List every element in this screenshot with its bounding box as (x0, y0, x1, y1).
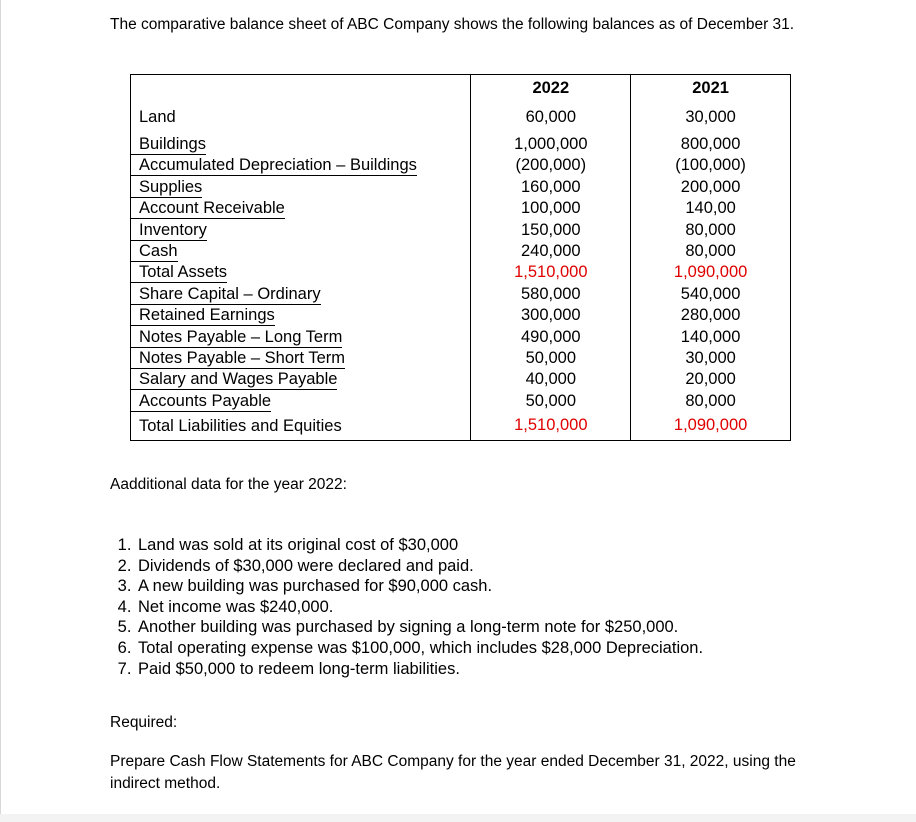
values-2022-column (471, 132, 631, 412)
table-row-label (131, 198, 470, 219)
row-value-text: 50,000 (525, 391, 577, 410)
table-row-value-2022 (471, 220, 630, 241)
row-value-text: 240,000 (520, 241, 581, 260)
table-row-label (131, 155, 470, 176)
row-value-text: 20,000 (685, 370, 736, 389)
page-left-border (0, 0, 1, 814)
table-row-value-2022 (471, 155, 630, 176)
table-row-value-2022 (471, 134, 630, 155)
row-value-text: (100,000) (675, 156, 746, 175)
table-row-label (131, 284, 470, 305)
row-label-text: Total Assets (131, 262, 227, 283)
table-row-label (131, 262, 470, 283)
row-label: Total Liabilities and Equities (131, 412, 471, 440)
list-item: 6. Total operating expense was $100,000, which includes $28,000 Depreciation. (136, 638, 703, 659)
table-row-value-2022 (471, 241, 630, 262)
row-label-text: Share Capital – Ordinary (131, 284, 321, 305)
table-row-label (131, 305, 470, 326)
row-value-2021: 1,090,000 (631, 412, 791, 440)
row-value-text: 1,090,000 (673, 263, 748, 282)
header-year-2022: 2022 (471, 75, 631, 103)
row-label-text: Notes Payable – Long Term (131, 327, 342, 348)
row-value-2021: 30,000 (631, 102, 791, 132)
table-row-value-2022 (471, 327, 630, 348)
table-row-value-2021 (631, 305, 790, 326)
table-row-value-2022 (471, 391, 630, 412)
table-row-value-2021 (631, 262, 790, 283)
table-row-value-2022 (471, 262, 630, 283)
row-value-2022: 60,000 (471, 102, 631, 132)
additional-data-title: Aadditional data for the year 2022: (110, 476, 347, 493)
row-value-text: 140,00 (685, 199, 736, 218)
balance-sheet-table (130, 74, 791, 441)
row-value-text: 1,000,000 (514, 135, 588, 153)
row-value-text: 580,000 (520, 284, 581, 303)
table-row-value-2021 (631, 220, 790, 241)
row-value-text: 100,000 (520, 199, 581, 218)
table-header-row (131, 75, 791, 103)
row-label-text: Account Receivable (131, 198, 285, 219)
row-value-text: 490,000 (520, 327, 581, 346)
row-value-text: 140,000 (680, 327, 741, 346)
table-row-label (131, 369, 470, 390)
row-label-text: Notes Payable – Short Term (131, 348, 345, 369)
row-label-text: Retained Earnings (131, 305, 275, 326)
list-item: 2. Dividends of $30,000 were declared and paid. (136, 556, 703, 577)
table-row-value-2021 (631, 134, 790, 155)
table-row-label (131, 134, 470, 155)
table-row-value-2021 (631, 391, 790, 412)
table-row-value-2021 (631, 198, 790, 219)
additional-data-list (110, 535, 703, 679)
row-label-text: Accounts Payable (131, 391, 271, 412)
list-item: 5. Another building was purchased by signing a long-term note for $250,000. (136, 617, 703, 638)
row-value-2022: 1,510,000 (471, 412, 631, 440)
row-value-text: 150,000 (520, 220, 581, 239)
row-value-text: 40,000 (525, 370, 577, 389)
values-2021-column (631, 132, 791, 412)
row-label-text: Salary and Wages Payable (131, 369, 337, 390)
required-text: Prepare Cash Flow Statements for ABC Company for the year ended December 31, 2022, using the indirect method. (110, 753, 796, 792)
table-row-label (131, 220, 470, 241)
list-item: 4. Net income was $240,000. (136, 597, 703, 618)
row-value-text: 300,000 (520, 306, 581, 325)
row-label-text: Buildings (131, 134, 206, 155)
required-title: Required: (110, 714, 178, 731)
table-row-value-2021 (631, 177, 790, 198)
row-value-text: 80,000 (685, 220, 736, 239)
row-value-text: 80,000 (685, 241, 736, 260)
table-row-label (131, 348, 470, 369)
table-row-value-2021 (631, 327, 790, 348)
row-label-text: Accumulated Depreciation – Buildings (131, 155, 417, 176)
table-row-value-2022 (471, 177, 630, 198)
table-row-value-2021 (631, 348, 790, 369)
table-row-value-2022 (471, 369, 630, 390)
table-row-value-2022 (471, 198, 630, 219)
row-label-text: Inventory (131, 220, 207, 241)
row-label-text: Supplies (131, 177, 202, 198)
row-value-text: 160,000 (520, 177, 581, 196)
header-blank-cell (131, 75, 471, 103)
row-value-text: (200,000) (515, 156, 587, 175)
table-row-value-2021 (631, 155, 790, 176)
row-value-text: 1,510,000 (514, 263, 588, 282)
table-row-total-liabilities (131, 412, 791, 440)
row-label-text: Cash (131, 241, 178, 262)
header-year-2021: 2021 (631, 75, 791, 103)
labels-column (131, 132, 471, 412)
row-value-text: 200,000 (680, 177, 741, 196)
table-row-value-2022 (471, 348, 630, 369)
row-value-text: 80,000 (685, 391, 736, 410)
intro-paragraph: The comparative balance sheet of ABC Company shows the following balances as of December 31. (110, 16, 795, 33)
table-row-label (131, 391, 470, 412)
row-value-text: 280,000 (680, 306, 741, 325)
table-row-label (131, 327, 470, 348)
row-value-text: 50,000 (525, 348, 577, 367)
list-item: 3. A new building was purchased for $90,000 cash. (136, 576, 703, 597)
table-row-land (131, 102, 791, 132)
table-row-value-2021 (631, 369, 790, 390)
table-row-label (131, 177, 470, 198)
row-label: Land (131, 102, 471, 132)
row-value-text: 30,000 (685, 348, 736, 367)
table-row-value-2021 (631, 241, 790, 262)
table-row-value-2022 (471, 305, 630, 326)
table-row-value-2021 (631, 284, 790, 305)
table-row-value-2022 (471, 284, 630, 305)
list-item: 7. Paid $50,000 to redeem long-term liabilities. (136, 659, 703, 680)
row-value-text: 540,000 (680, 284, 741, 303)
table-row-label (131, 241, 470, 262)
list-item: 1. Land was sold at its original cost of $30,000 (136, 535, 703, 556)
row-value-text: 800,000 (680, 135, 741, 153)
table-body-rows (131, 132, 791, 412)
